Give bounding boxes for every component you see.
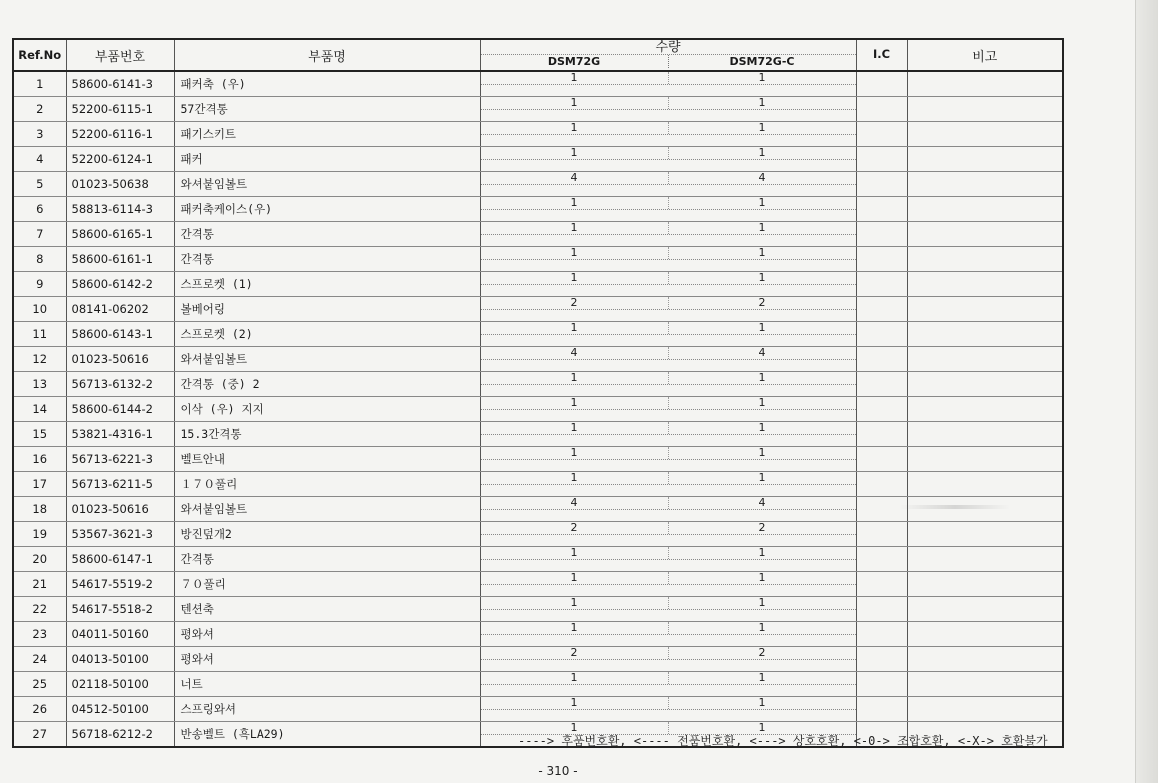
cell-quantity xyxy=(480,71,856,97)
cell-part-number: 54617-5519-2 xyxy=(66,572,174,597)
table-row xyxy=(13,322,1063,347)
cell-part-name: 간격통 xyxy=(174,222,480,247)
cell-qty-dsm72g-c: 1 xyxy=(758,321,766,334)
cell-qty-dsm72g-c: 1 xyxy=(758,396,766,409)
table-row xyxy=(13,422,1063,447)
cell-part-number: 02118-50100 xyxy=(66,672,174,697)
cell-part-number: 52200-6116-1 xyxy=(66,122,174,147)
cell-part-name: 간격통 xyxy=(174,247,480,272)
cell-part-name: 방진덮개2 xyxy=(174,522,480,547)
cell-ic xyxy=(856,472,907,497)
cell-part-name: 텐션축 xyxy=(174,597,480,622)
cell-part-name: 패기스키트 xyxy=(174,122,480,147)
cell-ic xyxy=(856,97,907,122)
cell-qty-dsm72g: 1 xyxy=(481,697,669,709)
cell-part-number: 56713-6221-3 xyxy=(66,447,174,472)
parts-table xyxy=(12,38,1064,748)
cell-qty-dsm72g-c: 4 xyxy=(758,496,766,509)
cell-remarks xyxy=(907,272,1063,297)
header-ref-no: Ref.No xyxy=(13,39,66,71)
table-row xyxy=(13,597,1063,622)
cell-ic xyxy=(856,322,907,347)
cell-part-number: 58813-6114-3 xyxy=(66,197,174,222)
cell-part-number: 53821-4316-1 xyxy=(66,422,174,447)
cell-part-number: 58600-6143-1 xyxy=(66,322,174,347)
cell-ref-no: 27 xyxy=(13,722,66,748)
cell-part-name: 간격통 (중) 2 xyxy=(174,372,480,397)
cell-quantity xyxy=(480,522,856,547)
cell-ic xyxy=(856,447,907,472)
cell-part-name: 평와셔 xyxy=(174,622,480,647)
cell-ref-no: 20 xyxy=(13,547,66,572)
cell-quantity xyxy=(480,647,856,672)
cell-remarks xyxy=(907,647,1063,672)
cell-part-number: 04013-50100 xyxy=(66,647,174,672)
header-model-dsm72g: DSM72G xyxy=(481,55,669,68)
cell-qty-dsm72g: 2 xyxy=(481,297,669,309)
cell-qty-dsm72g: 1 xyxy=(481,397,669,409)
cell-part-number: 52200-6115-1 xyxy=(66,97,174,122)
cell-remarks xyxy=(907,147,1063,172)
cell-part-number: 08141-06202 xyxy=(66,297,174,322)
table-row xyxy=(13,697,1063,722)
cell-quantity xyxy=(480,122,856,147)
cell-part-number: 56718-6212-2 xyxy=(66,722,174,748)
cell-qty-dsm72g: 1 xyxy=(481,147,669,159)
cell-quantity xyxy=(480,547,856,572)
cell-quantity xyxy=(480,347,856,372)
cell-quantity xyxy=(480,147,856,172)
cell-ref-no: 8 xyxy=(13,247,66,272)
cell-qty-dsm72g-c: 1 xyxy=(758,121,766,134)
table-row xyxy=(13,547,1063,572)
cell-qty-dsm72g-c: 2 xyxy=(758,296,766,309)
table-row xyxy=(13,347,1063,372)
cell-part-number: 53567-3621-3 xyxy=(66,522,174,547)
cell-ref-no: 21 xyxy=(13,572,66,597)
cell-part-number: 58600-6141-3 xyxy=(66,71,174,97)
cell-part-name: １７０풀리 xyxy=(174,472,480,497)
scan-smudge xyxy=(900,505,1010,509)
cell-qty-dsm72g-c: 1 xyxy=(758,546,766,559)
table-row xyxy=(13,172,1063,197)
table-row xyxy=(13,222,1063,247)
table-row xyxy=(13,472,1063,497)
cell-quantity xyxy=(480,697,856,722)
cell-qty-dsm72g: 1 xyxy=(481,372,669,384)
cell-remarks xyxy=(907,497,1063,522)
cell-quantity xyxy=(480,472,856,497)
header-part-number: 부품번호 xyxy=(66,39,174,71)
page-edge xyxy=(1135,0,1158,783)
cell-ref-no: 15 xyxy=(13,422,66,447)
table-row xyxy=(13,372,1063,397)
header-ic: I.C xyxy=(856,39,907,71)
cell-part-name: 패커 xyxy=(174,147,480,172)
cell-quantity xyxy=(480,197,856,222)
cell-qty-dsm72g-c: 1 xyxy=(758,671,766,684)
cell-remarks xyxy=(907,322,1063,347)
cell-qty-dsm72g: 1 xyxy=(481,447,669,459)
cell-ic xyxy=(856,222,907,247)
cell-qty-dsm72g: 1 xyxy=(481,472,669,484)
header-remarks: 비고 xyxy=(907,39,1063,71)
cell-part-number: 58600-6161-1 xyxy=(66,247,174,272)
cell-part-name: 간격통 xyxy=(174,547,480,572)
cell-qty-dsm72g: 1 xyxy=(481,97,669,109)
cell-quantity xyxy=(480,97,856,122)
cell-quantity xyxy=(480,672,856,697)
cell-ic xyxy=(856,372,907,397)
cell-quantity xyxy=(480,572,856,597)
cell-qty-dsm72g-c: 1 xyxy=(758,96,766,109)
cell-part-number: 58600-6144-2 xyxy=(66,397,174,422)
cell-ref-no: 23 xyxy=(13,622,66,647)
cell-remarks xyxy=(907,197,1063,222)
table-row xyxy=(13,122,1063,147)
table-row xyxy=(13,622,1063,647)
cell-part-name: 반송벨트 (흑LA29) xyxy=(174,722,480,748)
cell-ref-no: 5 xyxy=(13,172,66,197)
cell-qty-dsm72g-c: 1 xyxy=(758,271,766,284)
cell-qty-dsm72g-c: 1 xyxy=(758,696,766,709)
cell-qty-dsm72g: 1 xyxy=(481,122,669,134)
cell-ref-no: 12 xyxy=(13,347,66,372)
cell-qty-dsm72g: 1 xyxy=(481,597,669,609)
cell-part-number: 01023-50616 xyxy=(66,497,174,522)
cell-ic xyxy=(856,172,907,197)
cell-ref-no: 4 xyxy=(13,147,66,172)
cell-part-name: 57간격통 xyxy=(174,97,480,122)
cell-qty-dsm72g: 4 xyxy=(481,172,669,184)
cell-qty-dsm72g: 1 xyxy=(481,222,669,234)
cell-ic xyxy=(856,647,907,672)
cell-part-name: 15.3간격통 xyxy=(174,422,480,447)
table-row xyxy=(13,197,1063,222)
cell-remarks xyxy=(907,622,1063,647)
cell-part-name: 패커축케이스(우) xyxy=(174,197,480,222)
cell-qty-dsm72g-c: 1 xyxy=(758,146,766,159)
cell-ref-no: 24 xyxy=(13,647,66,672)
interchangeability-legend: ----> 후품번호환, <---- 전품번호환, <---> 상호호환, <-0-> 조합호환, <-X-> 호환불가 xyxy=(518,734,1048,748)
cell-ref-no: 13 xyxy=(13,372,66,397)
cell-ref-no: 18 xyxy=(13,497,66,522)
cell-part-number: 56713-6132-2 xyxy=(66,372,174,397)
cell-ref-no: 6 xyxy=(13,197,66,222)
cell-remarks xyxy=(907,447,1063,472)
cell-remarks xyxy=(907,347,1063,372)
cell-ref-no: 2 xyxy=(13,97,66,122)
table-row xyxy=(13,272,1063,297)
cell-ref-no: 7 xyxy=(13,222,66,247)
cell-qty-dsm72g: 4 xyxy=(481,497,669,509)
cell-quantity xyxy=(480,447,856,472)
cell-ic xyxy=(856,622,907,647)
cell-qty-dsm72g-c: 1 xyxy=(758,421,766,434)
header-quantity-title: 수량 xyxy=(655,40,681,55)
cell-qty-dsm72g: 4 xyxy=(481,347,669,359)
cell-part-name: 패커축 (우) xyxy=(174,71,480,97)
cell-remarks xyxy=(907,472,1063,497)
header-part-name: 부품명 xyxy=(174,39,480,71)
cell-ic xyxy=(856,547,907,572)
cell-part-number: 04512-50100 xyxy=(66,697,174,722)
cell-ref-no: 26 xyxy=(13,697,66,722)
cell-remarks xyxy=(907,297,1063,322)
cell-ref-no: 25 xyxy=(13,672,66,697)
cell-remarks xyxy=(907,372,1063,397)
cell-quantity xyxy=(480,297,856,322)
cell-part-name: 스프로켓 (2) xyxy=(174,322,480,347)
cell-part-number: 58600-6165-1 xyxy=(66,222,174,247)
cell-qty-dsm72g-c: 1 xyxy=(758,596,766,609)
cell-part-name: 너트 xyxy=(174,672,480,697)
cell-qty-dsm72g: 2 xyxy=(481,522,669,534)
cell-part-number: 56713-6211-5 xyxy=(66,472,174,497)
table-row xyxy=(13,497,1063,522)
cell-remarks xyxy=(907,97,1063,122)
cell-ref-no: 3 xyxy=(13,122,66,147)
cell-remarks xyxy=(907,222,1063,247)
cell-part-name: 벨트안내 xyxy=(174,447,480,472)
cell-qty-dsm72g-c: 1 xyxy=(758,196,766,209)
cell-quantity xyxy=(480,497,856,522)
table-row xyxy=(13,97,1063,122)
cell-quantity xyxy=(480,322,856,347)
table-row xyxy=(13,147,1063,172)
cell-ref-no: 10 xyxy=(13,297,66,322)
table-row xyxy=(13,297,1063,322)
table-row xyxy=(13,572,1063,597)
cell-ic xyxy=(856,672,907,697)
table-row xyxy=(13,447,1063,472)
cell-qty-dsm72g: 2 xyxy=(481,647,669,659)
cell-remarks xyxy=(907,672,1063,697)
cell-ic xyxy=(856,422,907,447)
cell-ref-no: 1 xyxy=(13,71,66,97)
cell-ic xyxy=(856,697,907,722)
cell-ic xyxy=(856,147,907,172)
cell-qty-dsm72g-c: 1 xyxy=(758,621,766,634)
cell-quantity xyxy=(480,397,856,422)
cell-part-name: 평와셔 xyxy=(174,647,480,672)
cell-qty-dsm72g-c: 1 xyxy=(758,221,766,234)
page-number: - 310 - xyxy=(538,764,578,778)
cell-remarks xyxy=(907,247,1063,272)
table-row xyxy=(13,247,1063,272)
cell-part-number: 04011-50160 xyxy=(66,622,174,647)
cell-part-number: 01023-50638 xyxy=(66,172,174,197)
cell-part-number: 58600-6147-1 xyxy=(66,547,174,572)
table-row xyxy=(13,647,1063,672)
cell-ic xyxy=(856,597,907,622)
cell-qty-dsm72g-c: 1 xyxy=(758,446,766,459)
cell-qty-dsm72g-c: 1 xyxy=(758,471,766,484)
table-row xyxy=(13,522,1063,547)
cell-qty-dsm72g-c: 1 xyxy=(758,246,766,259)
cell-remarks xyxy=(907,547,1063,572)
cell-ic xyxy=(856,522,907,547)
cell-part-name: ７０풀리 xyxy=(174,572,480,597)
cell-remarks xyxy=(907,597,1063,622)
cell-ic xyxy=(856,272,907,297)
cell-quantity xyxy=(480,272,856,297)
cell-qty-dsm72g: 1 xyxy=(481,197,669,209)
cell-part-number: 54617-5518-2 xyxy=(66,597,174,622)
cell-ic xyxy=(856,297,907,322)
cell-ic xyxy=(856,572,907,597)
cell-quantity xyxy=(480,597,856,622)
cell-part-name: 이삭 (우) 지지 xyxy=(174,397,480,422)
cell-ic xyxy=(856,71,907,97)
cell-qty-dsm72g: 1 xyxy=(481,572,669,584)
cell-ic xyxy=(856,197,907,222)
cell-quantity xyxy=(480,422,856,447)
cell-quantity xyxy=(480,622,856,647)
cell-part-name: 와셔붙임볼트 xyxy=(174,347,480,372)
cell-ref-no: 22 xyxy=(13,597,66,622)
cell-part-name: 볼베어링 xyxy=(174,297,480,322)
cell-ref-no: 11 xyxy=(13,322,66,347)
cell-quantity xyxy=(480,372,856,397)
cell-qty-dsm72g-c: 1 xyxy=(758,571,766,584)
cell-ref-no: 9 xyxy=(13,272,66,297)
cell-ic xyxy=(856,122,907,147)
cell-qty-dsm72g: 1 xyxy=(481,622,669,634)
cell-qty-dsm72g: 1 xyxy=(481,422,669,434)
cell-qty-dsm72g-c: 4 xyxy=(758,346,766,359)
header-model-dsm72g-c: DSM72G-C xyxy=(729,55,795,68)
cell-remarks xyxy=(907,172,1063,197)
cell-qty-dsm72g-c: 1 xyxy=(758,71,766,84)
cell-qty-dsm72g: 1 xyxy=(481,672,669,684)
cell-ref-no: 14 xyxy=(13,397,66,422)
cell-ic xyxy=(856,247,907,272)
cell-remarks xyxy=(907,71,1063,97)
cell-remarks xyxy=(907,522,1063,547)
cell-qty-dsm72g: 1 xyxy=(481,722,669,734)
cell-part-number: 58600-6142-2 xyxy=(66,272,174,297)
cell-part-name: 와셔붙임볼트 xyxy=(174,497,480,522)
table-row xyxy=(13,397,1063,422)
table-header-row xyxy=(13,39,1063,71)
cell-remarks xyxy=(907,397,1063,422)
cell-part-name: 스프링와셔 xyxy=(174,697,480,722)
cell-qty-dsm72g: 1 xyxy=(481,322,669,334)
cell-remarks xyxy=(907,572,1063,597)
cell-ref-no: 19 xyxy=(13,522,66,547)
cell-part-number: 52200-6124-1 xyxy=(66,147,174,172)
cell-ic xyxy=(856,397,907,422)
table-body xyxy=(13,71,1063,747)
cell-quantity xyxy=(480,172,856,197)
cell-part-name: 스프로켓 (1) xyxy=(174,272,480,297)
cell-qty-dsm72g-c: 1 xyxy=(758,371,766,384)
cell-ref-no: 16 xyxy=(13,447,66,472)
cell-remarks xyxy=(907,422,1063,447)
cell-qty-dsm72g: 1 xyxy=(481,247,669,259)
cell-ic xyxy=(856,347,907,372)
cell-ic xyxy=(856,497,907,522)
table-row xyxy=(13,71,1063,97)
cell-qty-dsm72g-c: 2 xyxy=(758,521,766,534)
cell-part-name: 와셔붙임볼트 xyxy=(174,172,480,197)
cell-qty-dsm72g: 1 xyxy=(481,72,669,84)
header-quantity xyxy=(480,39,856,71)
cell-qty-dsm72g: 1 xyxy=(481,547,669,559)
cell-qty-dsm72g: 1 xyxy=(481,272,669,284)
cell-quantity xyxy=(480,247,856,272)
table-row xyxy=(13,672,1063,697)
cell-qty-dsm72g-c: 1 xyxy=(758,721,766,734)
cell-qty-dsm72g-c: 4 xyxy=(758,171,766,184)
cell-remarks xyxy=(907,122,1063,147)
cell-ref-no: 17 xyxy=(13,472,66,497)
cell-remarks xyxy=(907,697,1063,722)
cell-quantity xyxy=(480,222,856,247)
cell-part-number: 01023-50616 xyxy=(66,347,174,372)
cell-qty-dsm72g-c: 2 xyxy=(758,646,766,659)
